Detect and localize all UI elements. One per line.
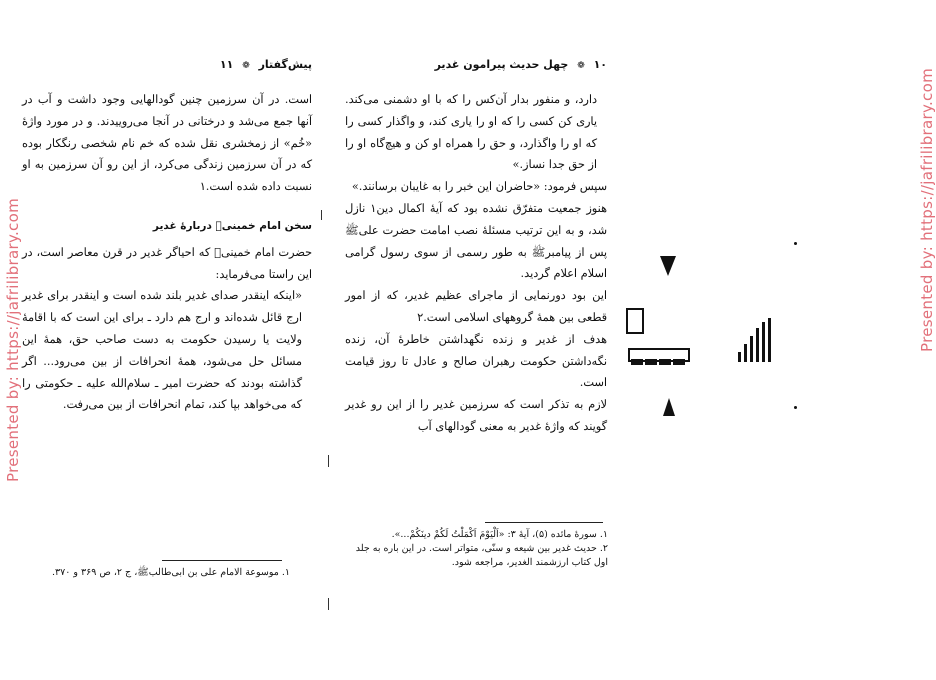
right-paragraph-1: سپس فرمود: «حاضران این خبر را به غایبان برسانند.» [351,180,607,194]
triangle-down-icon [660,256,676,276]
right-page [345,58,607,438]
left-page-number: ۱۱ [219,58,234,71]
left-header-title: پیش‌گفتار [258,58,312,71]
scan-registration-marks [620,250,810,430]
gutter-mark [328,455,329,467]
left-page-header [22,58,312,71]
gutter-mark [328,598,329,610]
left-quote: «اینکه اینقدر صدای غدیر بلند شده است و اینقدر برای غدیر ارج قائل شده‌اند و ارج هم دارد ـ برای این است که با اقامهٔ ولایت یا رسیدن حکومت به دست صاحب حق، همهٔ این مسائل حل می‌شود، همهٔ انحرافات از بین می‌رود... اگر گذاشته بودند که حضرت امیر ـ سلام‌الله علیه ـ حکومتی را که می‌خواهد بپا کند، تمام انحرافات از بین می‌رفت. [22,289,302,412]
dot-mark [794,406,797,409]
right-footnote-2: ۲. حدیث غدیر بین شیعه و سنّی، متواتر است. در این باره به جلد اول کتاب ارزشمند الغدیر، مراجعه شود. [355,543,608,568]
right-footnotes [348,528,608,570]
right-page-number: ۱۰ [593,58,607,71]
ornament-icon: ❁ [242,61,250,71]
right-footnote-1: ۱. سورهٔ مائده (۵)، آیهٔ ۳: «اَلْیَوْمَ اَکْمَلْتُ لَکُمْ دینَکُمْ...». [391,529,608,540]
bracket-mark-icon [626,308,644,334]
right-paragraph-5: لازم به تذکر است که سرزمین غدیر را از این رو غدیر گویند که واژهٔ غدیر به معنی گودالهای آب [345,398,607,433]
left-footnote: ۱. موسوعة الامام علی بن ابی‌طالبﷺ، ج ۲، ص ۳۶۹ و ۳۷۰. [52,567,290,578]
left-paragraph-1: است. در آن سرزمین چنین گودالهایی وجود داشت و آب در آنها جمع می‌شد و درختانی در آنجا می‌روییدند. و در مورد واژهٔ «خُم» از زمخشری نقل شده که خم نام شخصی رنگکار بوده که در آن سرزمین زندگی می‌کرد، از این رو آن سرزمین به او نسبت داده شده است.۱ [22,93,312,194]
watermark-left: Presented by: https://jafrilibrary.com [4,198,22,482]
right-page-header [345,58,607,71]
bar-strip-icon [628,348,690,362]
right-quote-continuation: دارد، و منفور بدار آن‌کس را که با او دشمنی می‌کند. یاری کن کسی را که او را یاری کند، و واگذار کسی را که او را واگذارد، و حق را همراه او کن و هیچ‌گاه او را از حق جدا نساز.» [345,93,597,172]
right-paragraph-2: هنوز جمعیت متفرّق نشده بود که آیهٔ اکمال دین۱ نازل شد، و به این ترتیب مسئلهٔ نصب امامت حضرت علیﷺ پس از پیامبرﷺ به طور رسمی از سوی رسول گرامی اسلام اعلام گردید. [345,201,608,281]
right-page-body [345,89,607,438]
right-paragraph-4: هدف از غدیر و زنده نگهداشتن خاطرهٔ آن، زنده نگه‌داشتن حکومت رهبران صالح و عادل تا روز قیامت است. [345,332,607,390]
triangle-up-icon [663,398,675,416]
dot-mark [794,242,797,245]
left-page-body [22,89,312,416]
section-heading: سخن امام خمینی﷫ دربارهٔ غدیر [152,219,312,232]
left-footnote-rule [162,560,282,561]
watermark-right: Presented by: https://jafrilibrary.com [918,68,936,352]
comb-mark-icon [738,318,776,362]
right-header-title: چهل حدیث پیرامون غدیر [434,58,569,71]
left-page [22,58,312,416]
left-header-title-group [220,58,312,71]
right-header-title-group [435,58,607,71]
gutter-mark [321,210,322,220]
right-paragraph-3: این بود دورنمایی از ماجرای عظیم غدیر، که از امور قطعی بین همهٔ گروههای اسلامی است.۲ [345,289,607,324]
left-paragraph-2: حضرت امام خمینی﷫ که احیاگر غدیر در قرن معاصر است، در این راستا می‌فرماید: [22,245,312,281]
right-footnote-rule [485,522,603,523]
ornament-icon: ❁ [577,61,585,71]
